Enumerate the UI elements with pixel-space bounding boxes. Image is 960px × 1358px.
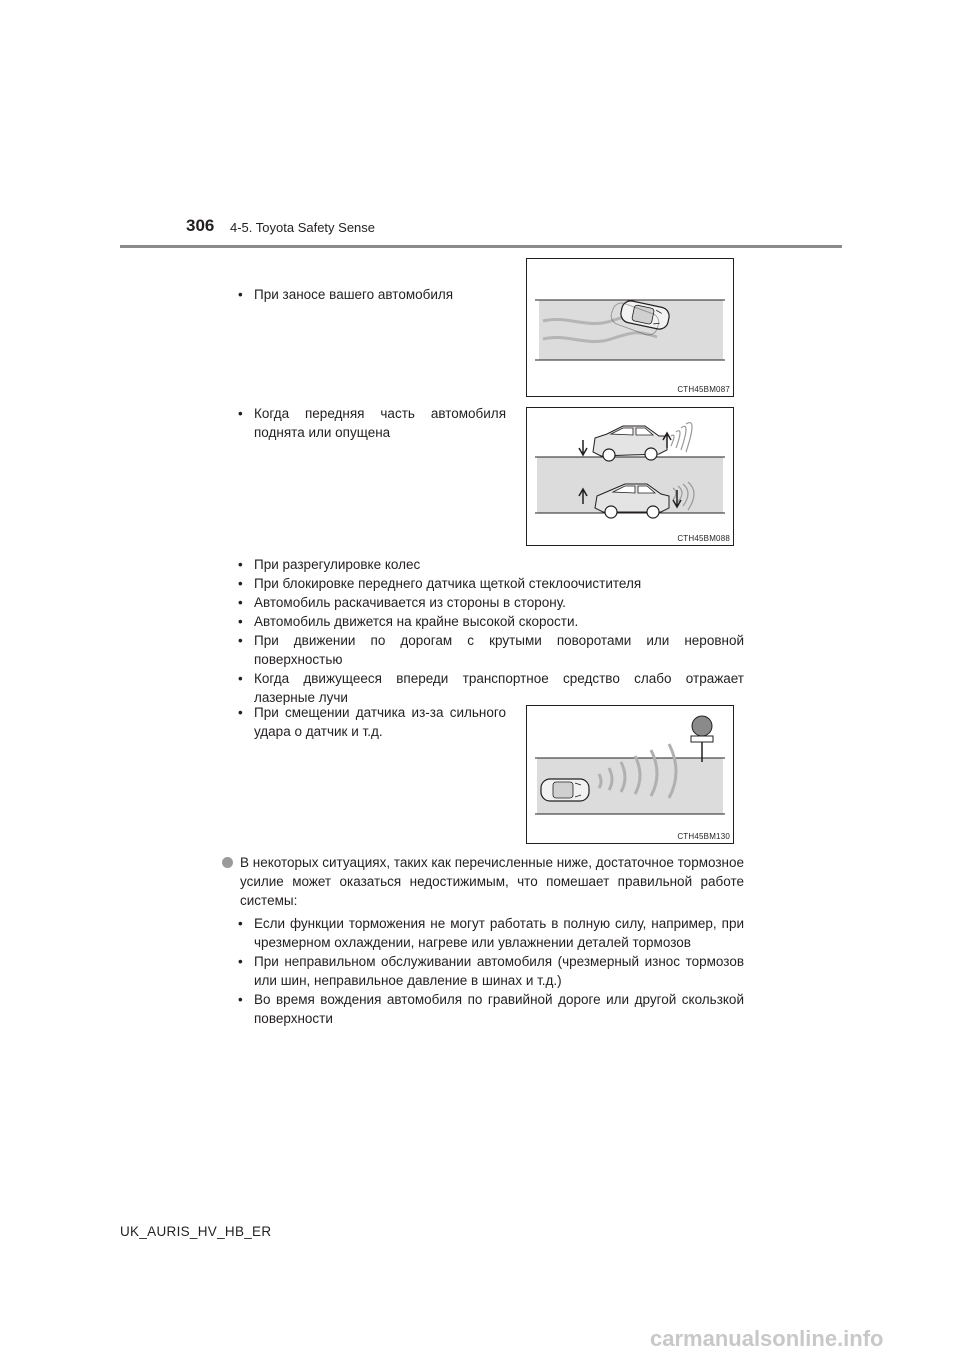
list-item-text: Во время вождения автомобиля по гравийной дороге или другой скользкой поверхности	[254, 992, 744, 1026]
footer-code: UK_AURIS_HV_HB_ER	[120, 1224, 272, 1239]
figure-code: CTH45BM088	[677, 534, 730, 543]
list-item-text: При смещении датчика из-за сильного удара о датчик и т.д.	[254, 705, 506, 739]
figure-code: CTH45BM087	[677, 385, 730, 394]
main-point-text: В некоторых ситуациях, таких как перечисленные ниже, достаточное тормозное усилие может оказаться недостижимым, что помешает правильной работе системы:	[240, 855, 744, 908]
header-divider	[120, 245, 842, 248]
bullet-icon: •	[238, 954, 243, 969]
list-item-text: При неправильном обслуживании автомобиля (чрезмерный износ тормозов или шин, неправильное давление в шинах и т.д.)	[254, 954, 744, 988]
figure-code: CTH45BM130	[677, 832, 730, 841]
car-top-view	[541, 779, 589, 801]
page-number: 306	[186, 216, 215, 235]
figure-sensor-displaced	[526, 705, 734, 844]
list-item-text: Когда движущееся впереди транспортное средство слабо отражает лазерные лучи	[254, 671, 744, 705]
list-item-text: Автомобиль движется на крайне высокой скорости.	[254, 614, 579, 629]
bullet-icon: •	[238, 406, 243, 421]
bullet-icon: •	[238, 916, 243, 931]
list-item-text: Когда передняя часть автомобиля поднята или опущена	[254, 406, 506, 440]
figure-skid	[526, 258, 734, 397]
list-item-text: Автомобиль раскачивается из стороны в сторону.	[254, 595, 566, 610]
list-item-text: При заносе вашего автомобиля	[254, 287, 454, 302]
car-nose-up	[593, 423, 692, 461]
bullet-icon: •	[238, 992, 243, 1007]
list-item-text: Если функции торможения не могут работать в полную силу, например, при чрезмерном охлаждении, нагреве или увлажнении деталей тормозов	[254, 916, 744, 950]
bullet-icon: •	[238, 633, 243, 648]
bullet-icon: •	[238, 595, 243, 610]
bullet-icon: •	[238, 705, 243, 720]
watermark: carmanualsonline.info	[650, 1326, 884, 1351]
bullet-icon: •	[238, 576, 243, 591]
bullet-circle-icon	[222, 857, 233, 868]
list-item-text: При движении по дорогам с крутыми поворотами или неровной поверхностью	[254, 633, 744, 667]
list-item-text: При блокировке переднего датчика щеткой стеклоочистителя	[254, 576, 642, 591]
sensor-displaced-illustration	[527, 706, 733, 843]
bullet-icon: •	[238, 287, 243, 302]
bullet-icon: •	[238, 614, 243, 629]
bullet-icon: •	[238, 557, 243, 572]
list-item-text: При разрегулировке колес	[254, 557, 421, 572]
bullet-icon: •	[238, 671, 243, 686]
skid-illustration	[527, 259, 733, 396]
arrow-down-icon	[579, 440, 587, 455]
figure-pitch	[526, 407, 734, 546]
road-sign-icon	[691, 716, 713, 762]
section-title: 4-5. Toyota Safety Sense	[230, 220, 376, 235]
pitch-illustration	[527, 408, 733, 545]
